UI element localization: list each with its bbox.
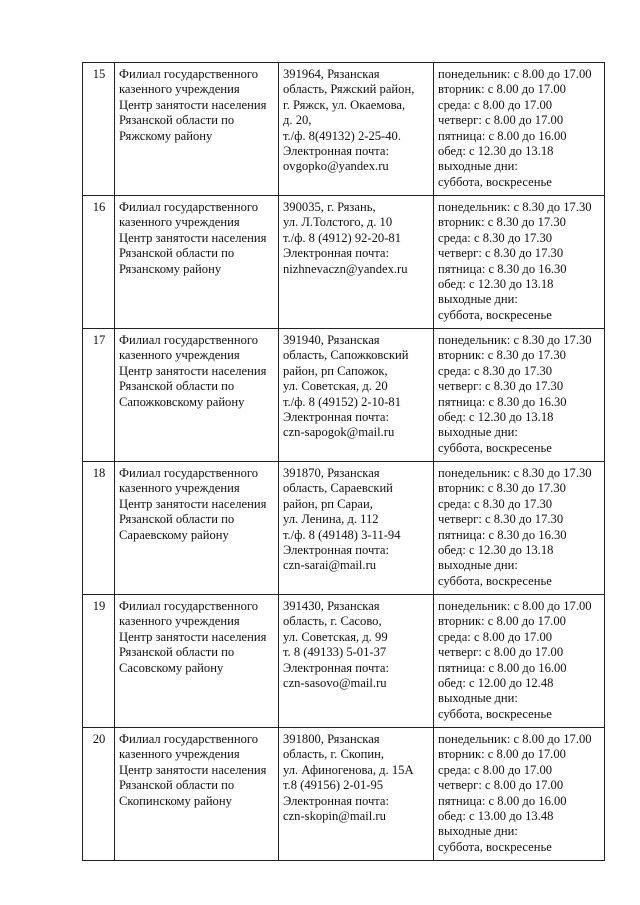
- row-number: 18: [83, 462, 115, 595]
- cell-line: пятница: с 8.00 до 16.00: [438, 128, 567, 143]
- branch-address: [279, 329, 434, 462]
- cell-line: обед: с 13.00 до 13.48: [438, 809, 554, 824]
- cell-line: г. Ряжск, ул. Окаемова,: [283, 97, 406, 112]
- cell-line: четверг: с 8.00 до 17.00: [438, 645, 564, 660]
- cell-line: выходные дни:: [438, 425, 518, 440]
- cell-line: 391940, Рязанская: [283, 333, 380, 347]
- branch-address: [279, 63, 434, 196]
- cell-line: область, г. Скопин,: [283, 747, 384, 762]
- cell-line: Филиал государственного: [119, 466, 259, 480]
- cell-line: понедельник: с 8.30 до 17.30: [438, 466, 592, 480]
- cell-line: Филиал государственного: [119, 599, 259, 613]
- cell-line: ул. Ленина, д. 112: [283, 512, 379, 527]
- cell-line: Электронная почта:: [283, 660, 390, 675]
- cell-line: понедельник: с 8.00 до 17.00: [438, 599, 592, 613]
- cell-line: Сапожковскому району: [119, 394, 245, 409]
- cell-line: область, г. Сасово,: [283, 614, 382, 629]
- cell-line: 391800, Рязанская: [283, 732, 380, 746]
- employment-centers-table: [82, 62, 605, 861]
- cell-line: czn-sarai@mail.ru: [283, 558, 377, 573]
- branch-address: [279, 462, 434, 595]
- branch-name: [115, 63, 279, 196]
- cell-line: Центр занятости населения: [119, 363, 267, 378]
- row-number: 17: [83, 329, 115, 462]
- working-hours: [434, 595, 605, 728]
- cell-line: ovgopko@yandex.ru: [283, 159, 389, 174]
- branch-name: [115, 595, 279, 728]
- cell-line: четверг: с 8.30 до 17.30: [438, 379, 564, 394]
- table-row: [83, 329, 605, 462]
- cell-line: четверг: с 8.00 до 17.00: [438, 778, 564, 793]
- cell-line: суббота, воскресенье: [438, 706, 552, 721]
- cell-line: четверг: с 8.30 до 17.30: [438, 512, 564, 527]
- cell-line: казенного учреждения: [119, 348, 240, 363]
- cell-line: область, Сараевский: [283, 481, 393, 496]
- cell-line: Рязанской области по: [119, 512, 235, 527]
- working-hours: [434, 728, 605, 861]
- table-row: [83, 63, 605, 196]
- cell-line: т./ф. 8(49132) 2-25-40.: [283, 128, 401, 143]
- cell-line: обед: с 12.30 до 13.18: [438, 543, 554, 558]
- cell-line: вторник: с 8.30 до 17.30: [438, 348, 566, 363]
- cell-line: казенного учреждения: [119, 82, 240, 97]
- cell-line: Сасовскому району: [119, 660, 224, 675]
- cell-line: среда: с 8.30 до 17.30: [438, 230, 553, 245]
- cell-line: суббота, воскресенье: [438, 307, 552, 322]
- cell-line: Электронная почта:: [283, 543, 390, 558]
- cell-line: ул. Л.Толстого, д. 10: [283, 215, 393, 230]
- branch-name: [115, 462, 279, 595]
- branch-name: [115, 196, 279, 329]
- cell-line: среда: с 8.30 до 17.30: [438, 496, 553, 511]
- cell-line: т./ф. 8 (4912) 92-20-81: [283, 230, 401, 245]
- cell-line: д. 20,: [283, 113, 312, 128]
- table-row: [83, 595, 605, 728]
- cell-line: Филиал государственного: [119, 67, 259, 81]
- cell-line: Электронная почта:: [283, 144, 390, 159]
- cell-line: суббота, воскресенье: [438, 839, 552, 854]
- cell-line: Центр занятости населения: [119, 496, 267, 511]
- cell-line: четверг: с 8.30 до 17.30: [438, 246, 564, 261]
- cell-line: czn-sapogok@mail.ru: [283, 425, 395, 440]
- cell-line: т./ф. 8 (49148) 3-11-94: [283, 527, 401, 542]
- cell-line: вторник: с 8.00 до 17.00: [438, 614, 566, 629]
- cell-line: понедельник: с 8.30 до 17.30: [438, 200, 592, 214]
- cell-line: Рязанской области по: [119, 113, 235, 128]
- cell-line: четверг: с 8.00 до 17.00: [438, 113, 564, 128]
- cell-line: Рязанской области по: [119, 379, 235, 394]
- cell-line: понедельник: с 8.30 до 17.30: [438, 333, 592, 347]
- cell-line: выходные дни:: [438, 824, 518, 839]
- cell-line: район, рп Сапожок,: [283, 363, 388, 378]
- cell-line: район, рп Сараи,: [283, 496, 373, 511]
- cell-line: пятница: с 8.30 до 16.30: [438, 527, 567, 542]
- cell-line: среда: с 8.00 до 17.00: [438, 762, 553, 777]
- cell-line: Рязанскому району: [119, 261, 222, 276]
- cell-line: пятница: с 8.30 до 16.30: [438, 261, 567, 276]
- row-number: 20: [83, 728, 115, 861]
- cell-line: вторник: с 8.00 до 17.00: [438, 747, 566, 762]
- cell-line: Скопинскому району: [119, 793, 232, 808]
- cell-line: Рязанской области по: [119, 778, 235, 793]
- cell-line: nizhnevaczn@yandex.ru: [283, 261, 408, 276]
- cell-line: т.8 (49156) 2-01-95: [283, 778, 384, 793]
- cell-line: вторник: с 8.30 до 17.30: [438, 215, 566, 230]
- row-number: 15: [83, 63, 115, 196]
- cell-line: Центр занятости населения: [119, 629, 267, 644]
- cell-line: Электронная почта:: [283, 793, 390, 808]
- cell-line: ул. Советская, д. 20: [283, 379, 388, 394]
- cell-line: 391870, Рязанская: [283, 466, 380, 480]
- cell-line: вторник: с 8.00 до 17.00: [438, 82, 566, 97]
- cell-line: ул. Афиногенова, д. 15А: [283, 762, 414, 777]
- cell-line: Рязанской области по: [119, 246, 235, 261]
- cell-line: суббота, воскресенье: [438, 573, 552, 588]
- row-number: 16: [83, 196, 115, 329]
- cell-line: 391430, Рязанская: [283, 599, 380, 613]
- cell-line: обед: с 12.30 до 13.18: [438, 144, 554, 159]
- cell-line: обед: с 12.30 до 13.18: [438, 410, 554, 425]
- cell-line: вторник: с 8.30 до 17.30: [438, 481, 566, 496]
- cell-line: среда: с 8.30 до 17.30: [438, 363, 553, 378]
- cell-line: Центр занятости населения: [119, 762, 267, 777]
- working-hours: [434, 329, 605, 462]
- branch-name: [115, 329, 279, 462]
- cell-line: Филиал государственного: [119, 333, 259, 347]
- cell-line: Электронная почта:: [283, 246, 390, 261]
- cell-line: Центр занятости населения: [119, 97, 267, 112]
- table-row: [83, 462, 605, 595]
- cell-line: суббота, воскресенье: [438, 440, 552, 455]
- cell-line: понедельник: с 8.00 до 17.00: [438, 732, 592, 746]
- cell-line: Сараевскому району: [119, 527, 229, 542]
- cell-line: выходные дни:: [438, 691, 518, 706]
- cell-line: т./ф. 8 (49152) 2-10-81: [283, 394, 401, 409]
- cell-line: обед: с 12.30 до 13.18: [438, 277, 554, 292]
- cell-line: Ряжскому району: [119, 128, 213, 143]
- working-hours: [434, 462, 605, 595]
- cell-line: Рязанской области по: [119, 645, 235, 660]
- branch-address: [279, 728, 434, 861]
- cell-line: казенного учреждения: [119, 747, 240, 762]
- cell-line: Филиал государственного: [119, 732, 259, 746]
- cell-line: czn-skopin@mail.ru: [283, 809, 386, 824]
- cell-line: выходные дни:: [438, 159, 518, 174]
- cell-line: область, Сапожковский: [283, 348, 409, 363]
- working-hours: [434, 63, 605, 196]
- cell-line: 390035, г. Рязань,: [283, 200, 376, 214]
- table-row: [83, 728, 605, 861]
- cell-line: среда: с 8.00 до 17.00: [438, 97, 553, 112]
- cell-line: область, Ряжский район,: [283, 82, 415, 97]
- branch-address: [279, 595, 434, 728]
- cell-line: обед: с 12.00 до 12.48: [438, 676, 554, 691]
- cell-line: czn-sasovo@mail.ru: [283, 676, 387, 691]
- table-body: [83, 63, 605, 861]
- cell-line: казенного учреждения: [119, 481, 240, 496]
- cell-line: 391964, Рязанская: [283, 67, 380, 81]
- cell-line: Филиал государственного: [119, 200, 259, 214]
- working-hours: [434, 196, 605, 329]
- cell-line: выходные дни:: [438, 558, 518, 573]
- cell-line: пятница: с 8.30 до 16.30: [438, 394, 567, 409]
- cell-line: суббота, воскресенье: [438, 174, 552, 189]
- branch-address: [279, 196, 434, 329]
- row-number: 19: [83, 595, 115, 728]
- cell-line: казенного учреждения: [119, 614, 240, 629]
- cell-line: т. 8 (49133) 5-01-37: [283, 645, 387, 660]
- cell-line: понедельник: с 8.00 до 17.00: [438, 67, 592, 81]
- table-row: [83, 196, 605, 329]
- cell-line: ул. Советская, д. 99: [283, 629, 388, 644]
- branch-name: [115, 728, 279, 861]
- cell-line: пятница: с 8.00 до 16.00: [438, 660, 567, 675]
- cell-line: казенного учреждения: [119, 215, 240, 230]
- cell-line: пятница: с 8.00 до 16.00: [438, 793, 567, 808]
- cell-line: выходные дни:: [438, 292, 518, 307]
- cell-line: Центр занятости населения: [119, 230, 267, 245]
- cell-line: Электронная почта:: [283, 410, 390, 425]
- cell-line: среда: с 8.00 до 17.00: [438, 629, 553, 644]
